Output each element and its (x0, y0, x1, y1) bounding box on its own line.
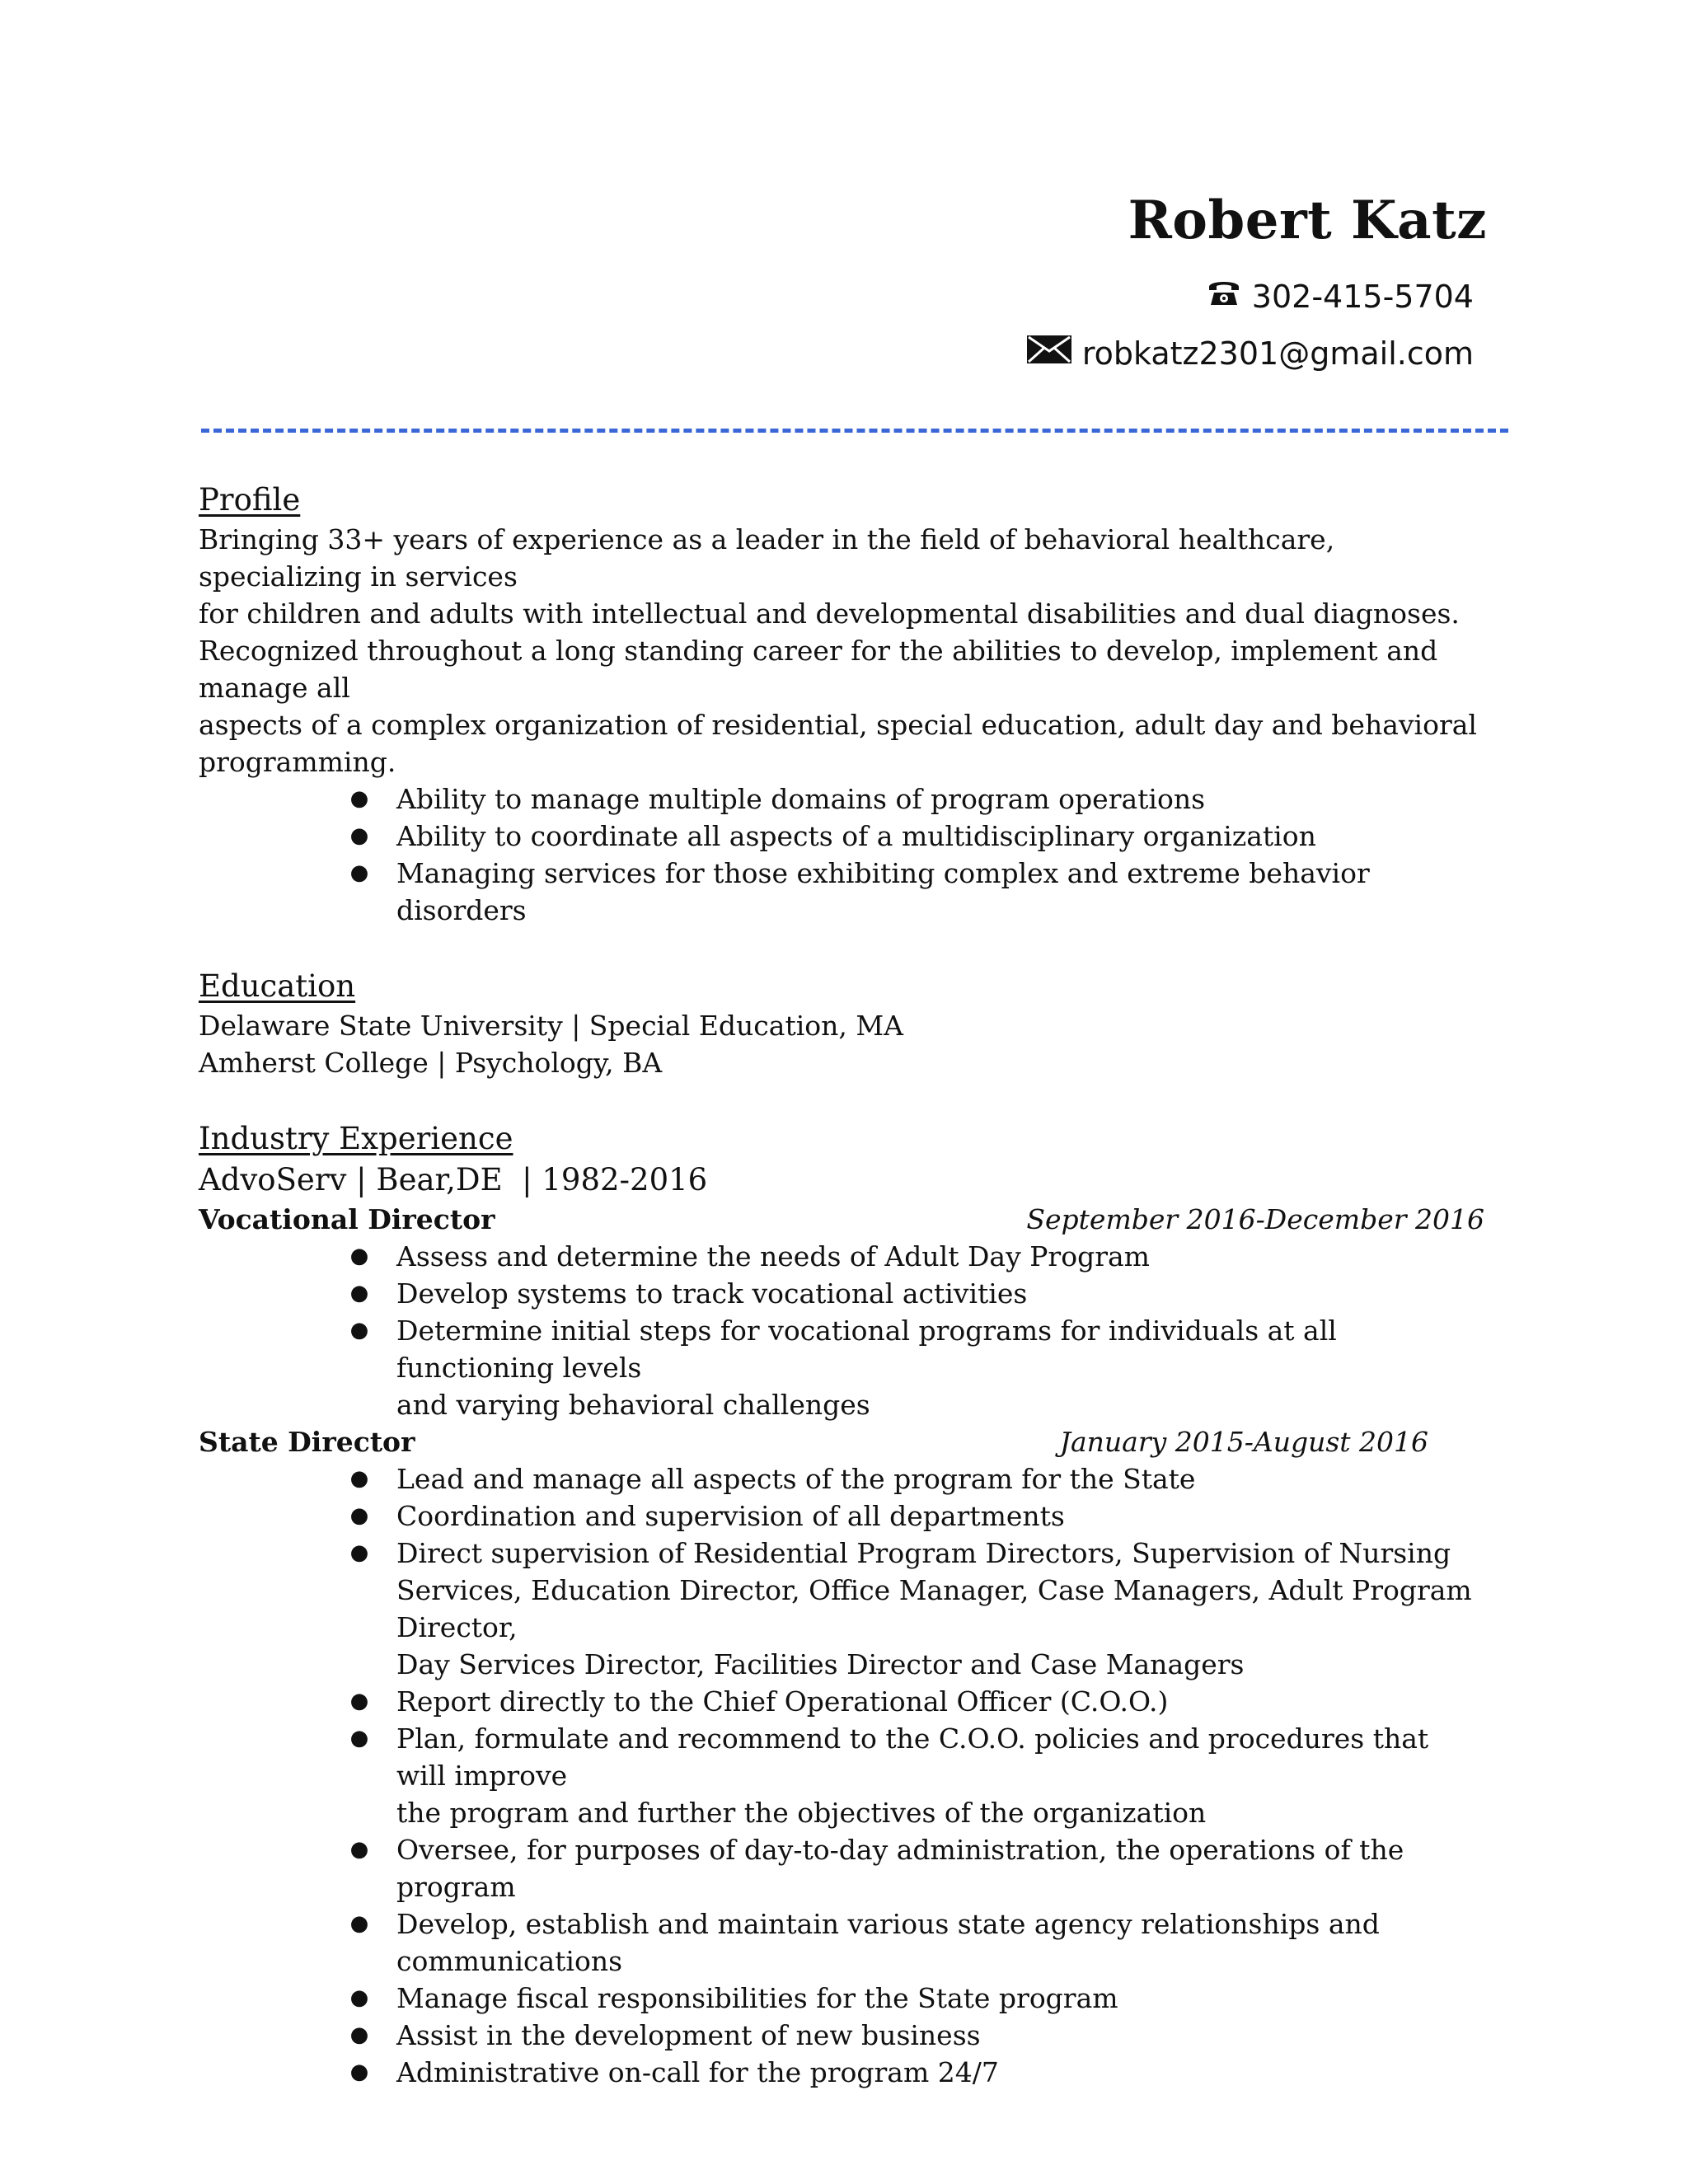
profile-heading: Profile (199, 482, 301, 518)
bullet-icon: ● (349, 1540, 369, 1565)
bullet-icon: ● (349, 1244, 369, 1268)
bullet-text: Administrative on-call for the program 24/7 (396, 2056, 999, 2088)
header-divider (201, 429, 1508, 433)
bullet-icon: ● (349, 1466, 369, 1491)
list-item (199, 1460, 1484, 1497)
list-item (199, 1497, 1484, 1535)
resume-body (199, 480, 1484, 2091)
bullet-text: Services, Education Director, Office Manager, Case Managers, Adult Program Director, (396, 1574, 1472, 1643)
list-item (199, 1720, 1484, 1831)
role-dates: September 2016-December 2016 (1026, 1203, 1484, 1235)
bullet-text: and varying behavioral challenges (396, 1389, 870, 1421)
list-item (199, 1238, 1484, 1275)
bullet-text: Ability to manage multiple domains of program operations (396, 783, 1206, 815)
phone-number[interactable]: 302-415-5704 (1251, 279, 1474, 315)
bullet-text: Ability to coordinate all aspects of a multidisciplinary organization (396, 820, 1316, 852)
bullet-icon: ● (349, 786, 369, 811)
education-entry: Amherst College | Psychology, BA (199, 1047, 663, 1079)
bullet-text: Develop systems to track vocational activities (396, 1277, 1028, 1310)
phone-line (1206, 275, 1474, 318)
company-line: AdvoServ | Bear,DE | 1982-2016 (199, 1162, 708, 1197)
education-entry: Delaware State University | Special Education, MA (199, 1010, 903, 1042)
role-dates: January 2015-August 2016 (1059, 1426, 1428, 1458)
bullet-icon: ● (349, 860, 369, 885)
bullet-text: Assess and determine the needs of Adult Day Program (396, 1240, 1150, 1272)
list-item (199, 1312, 1484, 1423)
list-item (199, 2054, 1484, 2091)
bullet-text: Coordination and supervision of all departments (396, 1500, 1065, 1532)
profile-line: Bringing 33+ years of experience as a leader in the field of behavioral healthcare, specializing in services (199, 523, 1335, 593)
experience-heading: Industry Experience (199, 1121, 513, 1156)
candidate-name: Robert Katz (1128, 190, 1487, 251)
bullet-text: the program and further the objectives of the organization (396, 1797, 1207, 1829)
list-item (199, 1683, 1484, 1720)
bullet-icon: ● (349, 1281, 369, 1305)
bullet-text: Oversee, for purposes of day-to-day administration, the operations of the program (396, 1834, 1404, 1903)
list-item (199, 1980, 1484, 2017)
bullet-icon: ● (349, 2060, 369, 2084)
bullet-text: communications (396, 1945, 623, 1977)
profile-line: programming. (199, 746, 396, 778)
profile-summary (199, 521, 1484, 780)
bullet-text: Determine initial steps for vocational programs for individuals at all functioning levels (396, 1315, 1337, 1384)
role-bullets (199, 1460, 1484, 2091)
bullet-text: Assist in the development of new business (396, 2019, 981, 2051)
envelope-icon (1026, 333, 1072, 374)
bullet-icon: ● (349, 1911, 369, 1936)
list-item (199, 1535, 1484, 1683)
bullet-icon: ● (349, 1503, 369, 1528)
role-header (199, 1423, 1484, 1460)
profile-bullets (199, 780, 1484, 929)
list-item (199, 2017, 1484, 2054)
profile-line: aspects of a complex organization of residential, special education, adult day and behavioral (199, 709, 1477, 741)
bullet-icon: ● (349, 1726, 369, 1750)
bullet-text: Plan, formulate and recommend to the C.O.O. policies and procedures that will improve (396, 1722, 1429, 1792)
bullet-text: Direct supervision of Residential Program Directors, Supervision of Nursing (396, 1537, 1451, 1569)
bullet-text: Managing services for those exhibiting complex and extreme behavior disorders (396, 857, 1370, 926)
education-heading: Education (199, 968, 356, 1004)
bullet-text: Report directly to the Chief Operational Officer (C.O.O.) (396, 1685, 1169, 1718)
bullet-icon: ● (349, 823, 369, 848)
profile-line: Recognized throughout a long standing career for the abilities to develop, implement and manage all (199, 635, 1438, 704)
list-item (199, 818, 1484, 855)
telephone-icon (1206, 275, 1242, 318)
list-item (199, 1905, 1484, 1980)
profile-line: for children and adults with intellectual and developmental disabilities and dual diagnoses. (199, 598, 1460, 630)
bullet-icon: ● (349, 1689, 369, 1713)
bullet-icon: ● (349, 2022, 369, 2047)
bullet-text: Day Services Director, Facilities Director and Case Managers (396, 1648, 1245, 1680)
bullet-icon: ● (349, 1318, 369, 1343)
list-item (199, 1275, 1484, 1312)
email-address[interactable]: robkatz2301@gmail.com (1081, 335, 1474, 372)
list-item (199, 780, 1484, 818)
role-header (199, 1201, 1484, 1238)
bullet-text: Develop, establish and maintain various state agency relationships and (396, 1908, 1380, 1940)
list-item (199, 855, 1484, 929)
bullet-icon: ● (349, 1837, 369, 1862)
role-title: Vocational Director (199, 1203, 495, 1235)
role-title: State Director (199, 1426, 415, 1458)
list-item (199, 1831, 1484, 1905)
bullet-text: Manage fiscal responsibilities for the State program (396, 1982, 1118, 2014)
email-line (1026, 333, 1474, 374)
bullet-text: Lead and manage all aspects of the program for the State (396, 1463, 1196, 1495)
bullet-icon: ● (349, 1985, 369, 2010)
role-bullets (199, 1238, 1484, 1423)
